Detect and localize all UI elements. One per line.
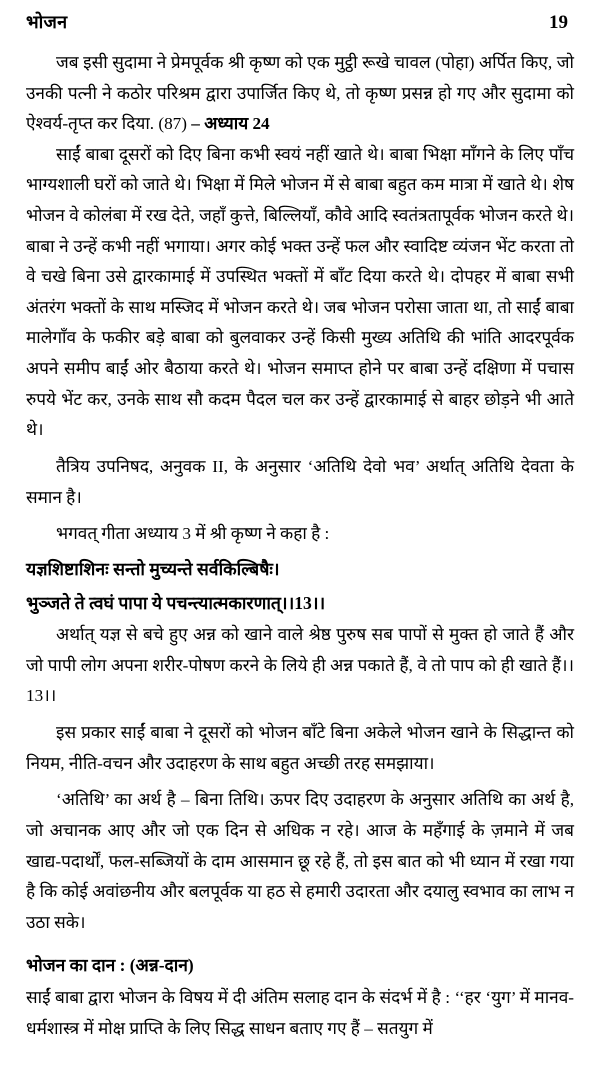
paragraph-sai-baba-food-habits: साईं बाबा दूसरों को दिए बिना कभी स्वयं नहीं खाते थे। बाबा भिक्षा माँगने के लिए पाँच भाग्यशाली घरों को जाते थे। भिक्षा में मिले भोजन में से बाबा बहुत कम मात्रा में खाते थे। शेष भोजन वे कोलंबा में रख देते, जहाँ कुत्ते, बिल्लियाँ, कौवे आदि स्वतंत्रतापूर्वक भोजन करते थे। बाबा ने उन्हें कभी नहीं भगाया। अगर कोई भक्त उन्हें फल और स्वादिष्ट व्यंजन भेंट करता तो वे चखे बिना उसे द्वारकामाई में उपस्थित भक्तों में बाँट दिया करते थे। दोपहर में बाबा सभी अंतरंग भक्तों के साथ मस्जिद में भोजन करते थे। जब भोजन परोसा जाता था, तो साईं बाबा मालेगाँव के फकीर बड़े बाबा को बुलवाकर उन्हें किसी मुख्य अतिथि की भांति आदरपूर्वक अपने समीप बाईं ओर बैठाया करते थे। भोजन समाप्त होने पर बाबा उन्हें दक्षिणा में पचास रुपये भेंट कर, उनके साथ सौ कदम पैदल चल कर उन्हें द्वारकामाई से बाहर छोड़ने भी आते थे। [26, 144, 574, 440]
paragraph-atithi-meaning: ‘अतिथि’ का अर्थ है – बिना तिथि। ऊपर दिए उदाहरण के अनुसार अतिथि का अर्थ है, जो अचानक आए और जो एक दिन से अधिक न रहे। आज के महँगाई के ज़माने में जब खाद्य-पदार्थों, फल-सब्जियों के दाम आसमान छू रहे हैं, तो इस बात को भी ध्यान में रखा गया है कि कोई अवांछनीय और बलपूर्वक या हठ से हमारी उदारता और दयालु स्वभाव का लाभ न उठा सके। [26, 790, 574, 932]
page-header [26, 10, 574, 34]
paragraph-verse-meaning: अर्थात् यज्ञ से बचे हुए अन्न को खाने वाले श्रेष्ठ पुरुष सब पापों से मुक्त हो जाते हैं और जो पापी लोग अपना शरीर-पोषण करने के लिये ही अन्न पकाते हैं, वे तो पाप को ही खाते हैं।।13।। [26, 625, 574, 706]
sanskrit-verse-line-1: यज्ञशिष्टाशिनः सन्तो मुच्यन्ते सर्वकिल्बिषैः। [26, 558, 280, 579]
paragraph-sharing-principle: इस प्रकार साईं बाबा ने दूसरों को भोजन बाँटे बिना अकेले भोजन खाने के सिद्धान्त को नियम, नीति-वचन और उदाहरण के साथ बहुत अच्छी तरह समझाया। [26, 723, 574, 773]
paragraph-sudama-offering [26, 48, 574, 140]
running-head-title: भोजन [26, 12, 68, 32]
page-number: 19 [549, 12, 568, 33]
paragraph-gita-intro: भगवत् गीता अध्याय 3 में श्री कृष्ण ने कहा है : [56, 524, 330, 544]
chapter-reference: – अध्याय 24 [191, 114, 270, 134]
section-heading-food-donation: भोजन का दान : (अन्न-दान) [26, 955, 194, 976]
page-body [26, 48, 574, 1045]
paragraph-upanishad-quote: तैत्रिय उपनिषद, अनुवक II, के अनुसार ‘अतिथि देवो भव’ अर्थात् अतिथि देवता के समान है। [26, 456, 574, 507]
paragraph-final-advice: साईं बाबा द्वारा भोजन के विषय में दी अंतिम सलाह दान के संदर्भ में है : ‘‘हर ‘युग’ में मानव-धर्मशास्त्र में मोक्ष प्राप्ति के लिए सिद्ध साधन बताए गए हैं – सतयुग में [26, 988, 574, 1038]
sanskrit-verse-line-2: भुञ्जते ते त्वघं पापा ये पचन्त्यात्मकारणात्।।13।। [26, 593, 326, 613]
paragraph-text: जब इसी सुदामा ने प्रेमपूर्वक श्री कृष्ण को एक मुट्ठी रूखे चावल (पोहा) अर्पित किए, जो उनकी पत्नी ने कठोर परिश्रम द्वारा उपार्जित किए थे, तो कृष्ण प्रसन्न हो गए और सुदामा को ऐश्वर्य-तृप्त कर दिया. (87) [26, 53, 574, 134]
